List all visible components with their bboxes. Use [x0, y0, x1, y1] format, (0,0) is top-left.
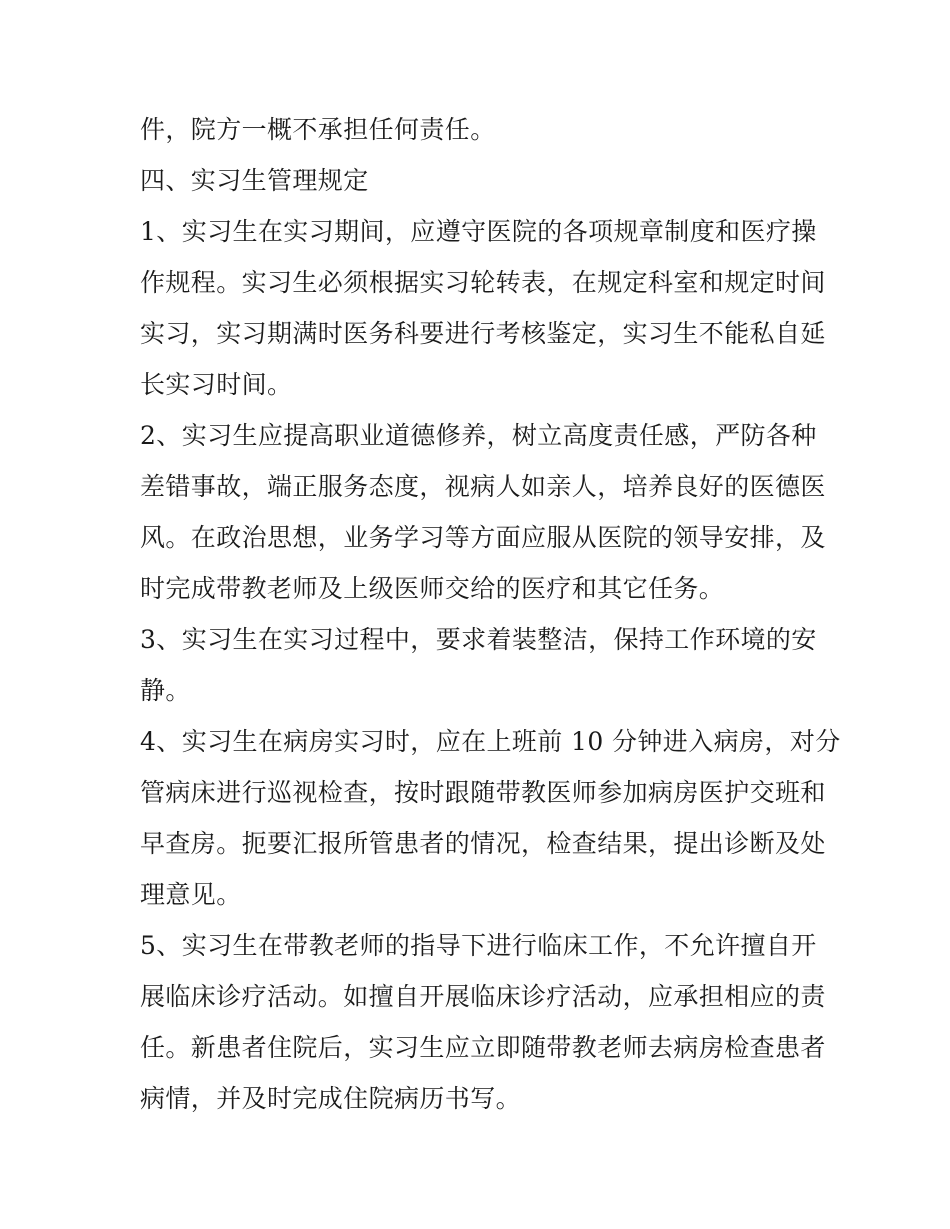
text-line-9: 风。在政治思想，业务学习等方面应服从医院的领导安排，及: [140, 523, 826, 552]
text-line-8: 差错事故，端正服务态度，视病人如亲人，培养良好的医德医: [140, 472, 826, 501]
text-line-5: 实习，实习期满时医务科要进行考核鉴定，实习生不能私自延: [140, 319, 826, 348]
text-line-4: 作规程。实习生必须根据实习轮转表，在规定科室和规定时间: [140, 268, 826, 297]
text-line-10: 时完成带教老师及上级医师交给的医疗和其它任务。: [140, 574, 725, 603]
text-line-6: 长实习时间。: [140, 370, 293, 399]
text-line-7: 2、实习生应提高职业道德修养，树立高度责任感，严防各种: [140, 421, 817, 450]
text-line-17: 5、实习生在带教老师的指导下进行临床工作，不允许擅自开: [140, 931, 817, 960]
text-line-18: 展临床诊疗活动。如擅自开展临床诊疗活动，应承担相应的责: [140, 982, 826, 1011]
text-line-20: 病情，并及时完成住院病历书写。: [140, 1084, 522, 1113]
text-line-3: 1、实习生在实习期间，应遵守医院的各项规章制度和医疗操: [140, 217, 817, 246]
text-line-16: 理意见。: [140, 880, 242, 909]
text-line-19: 任。新患者住院后，实习生应立即随带教老师去病房检查患者: [140, 1033, 826, 1062]
document-body: [140, 104, 841, 1124]
text-line-1: 件，院方一概不承担任何责任。: [140, 115, 496, 144]
text-line-15: 早查房。扼要汇报所管患者的情况，检查结果，提出诊断及处: [140, 829, 826, 858]
section-heading: 四、实习生管理规定: [140, 166, 369, 195]
text-line-11: 3、实习生在实习过程中，要求着装整洁，保持工作环境的安: [140, 625, 817, 654]
text-line-12: 静。: [140, 676, 191, 705]
text-line-14: 管病床进行巡视检查，按时跟随带教医师参加病房医护交班和: [140, 778, 826, 807]
text-line-13: 4、实习生在病房实习时，应在上班前 10 分钟进入病房，对分: [140, 727, 841, 756]
